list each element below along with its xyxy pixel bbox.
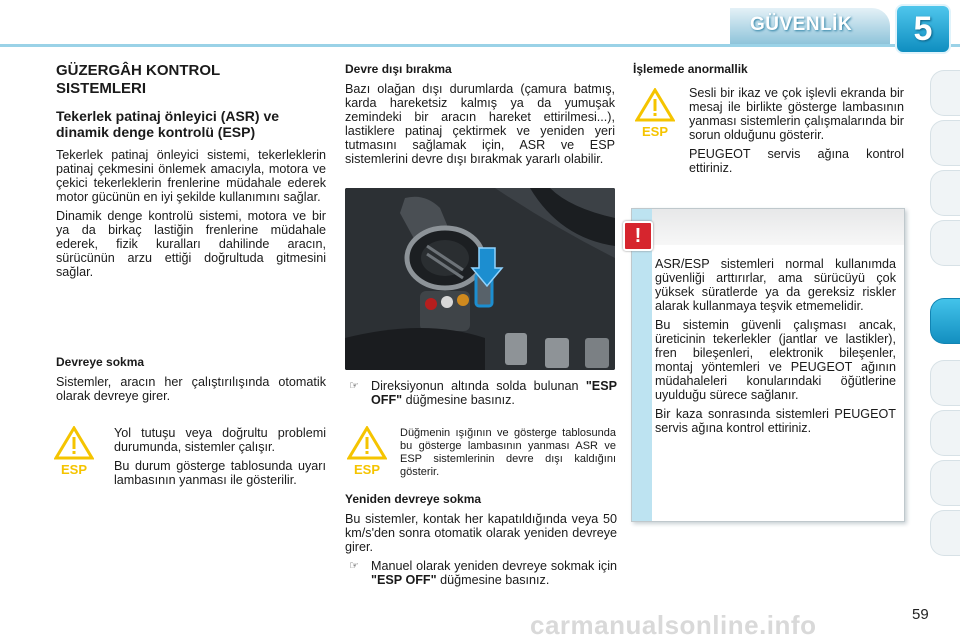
esp-icon-label: ESP [353, 462, 381, 477]
section-subtitle: Tekerlek patinaj önleyici (ASR) ve dinamik denge kontrolü (ESP) [56, 108, 280, 140]
chapter-tab-active[interactable] [930, 298, 960, 344]
list-item: ☞ Manuel olarak yeniden devreye sokmak için "ESP OFF" düğmesine basınız. [345, 559, 617, 587]
note-paragraph: Bu sistemin güvenli çalışması ancak, üreticinin tekerlekler (jantlar ve lastikler), fren bileşenleri, elektronik bileşenler, montaj yöntemleri ve PEUGEOT ağının müdahaleleri konularındaki öğütlerine uyulduğu sürece sağlanır. [655, 318, 896, 402]
warning-text: Bu durum gösterge tablosunda uyarı lambasının yanması ile gösterilir. [114, 459, 326, 487]
pointing-hand-icon: ☞ [349, 560, 359, 572]
esp-warning-icon [54, 426, 94, 478]
page-title: GÜZERGÂH KONTROL SISTEMLERI [56, 62, 221, 97]
header-divider [0, 44, 960, 47]
chapter-tab[interactable] [930, 460, 960, 506]
chapter-number: 5 [913, 9, 933, 48]
paragraph: Tekerlek patinaj önleyici sistemi, tekerleklerin patinaj çekmesini önlemek amacıyla, motora ve çekici tekerleklerin frenlerine müdahale ederek motor gücünün en iyi şekilde kullanımını sağlar. [56, 148, 326, 204]
exclamation-icon: ! [623, 221, 653, 251]
warning-note [689, 86, 904, 180]
activation-heading: Devreye sokma [56, 355, 145, 369]
esp-icon-label: ESP [60, 462, 88, 477]
warning-note [114, 426, 326, 492]
malfunction-heading: İşlemede anormallik [633, 62, 748, 76]
esp-icon-label: ESP [641, 124, 669, 139]
warning-text: Yol tutuşu veya doğrultu problemi durumunda, sistemler çalışır. [114, 426, 326, 454]
reactivation-heading: Yeniden devreye sokma [345, 492, 482, 506]
chapter-tab[interactable] [930, 120, 960, 166]
note-strip [632, 209, 652, 521]
chapter-tab[interactable] [930, 360, 960, 406]
deactivation-heading: Devre dışı bırakma [345, 62, 452, 76]
chapter-tab[interactable] [930, 70, 960, 116]
list-item: ☞ Direksiyonun altında solda bulunan "ESP OFF" düğmesine basınız. [345, 379, 617, 407]
warning-text: Düğmenin ışığının ve gösterge tablosunda bu gösterge lambasının yanması ASR ve ESP sistemlerinin devre dışı kaldığını gösterir. [400, 427, 616, 478]
reactivation-section [345, 492, 617, 592]
activation-section [56, 355, 326, 408]
note-header [652, 209, 904, 245]
esp-warning-icon [635, 88, 675, 140]
section-title: GÜVENLİK [750, 14, 853, 35]
esp-off-label: "ESP OFF" [371, 573, 437, 587]
note-paragraph: ASR/ESP sistemleri normal kullanımda güvenliği arttırırlar, ama sürücüyü çok yüksek süratlerde ya da gereksiz riskler alarak kullanmaya teşvik etmemelidir. [655, 257, 896, 313]
warning-note [400, 427, 616, 484]
chapter-tab[interactable] [930, 510, 960, 556]
chapter-tab[interactable] [930, 410, 960, 456]
paragraph: Bazı olağan dışı durumlarda (çamura batmış, karda hareketsiz kalmış ya da yumuşak zemindeki bir aracın hareket ettirilmesi...), lastiklere patinaj çektirmek ve yeniden yeri tutmasını sağlamak için, ASR ve ESP sistemlerini devre dışı bırakmak yararlı olabilir. [345, 82, 615, 166]
warning-text: Sesli bir ikaz ve çok işlevli ekranda bir mesaj ile birlikte gösterge lambasının yanması sistemlerin çalışmalarında bir sorun olduğunu gösterir. [689, 86, 904, 142]
paragraph: Bu sistemler, kontak her kapatıldığında veya 50 km/s'den sonra otomatik olarak yeniden devreye girer. [345, 512, 617, 554]
chapter-tab[interactable] [930, 220, 960, 266]
dashboard-photo [345, 188, 615, 370]
chapter-badge [895, 4, 951, 54]
right-column [633, 62, 903, 82]
chapter-tab[interactable] [930, 170, 960, 216]
chapter-tabs [930, 70, 960, 590]
note-paragraph: Bir kaza sonrasında sistemleri PEUGEOT servis ağına kontrol ettiriniz. [655, 407, 896, 435]
middle-column [345, 62, 615, 171]
left-column [56, 62, 326, 284]
warning-text: PEUGEOT servis ağına kontrol ettiriniz. [689, 147, 904, 175]
pointing-hand-icon: ☞ [349, 380, 359, 392]
esp-warning-icon [347, 426, 387, 478]
paragraph: Dinamik denge kontrolü sistemi, motora ve bir ya da birkaç lastiğin frenlerine müdahale ederek, fizik kuralları dahilinde aracın, sürücünün arzu ettiği doğrultuda gitmesini sağlar. [56, 209, 326, 279]
page-number: 59 [912, 606, 929, 623]
deactivate-instruction [345, 379, 617, 412]
esp-off-label: "ESP OFF" [371, 379, 617, 407]
activation-text: Sistemler, aracın her çalıştırılışında otomatik olarak devreye girer. [56, 375, 326, 403]
note-text [655, 257, 896, 440]
watermark: carmanualsonline.info [530, 610, 817, 640]
